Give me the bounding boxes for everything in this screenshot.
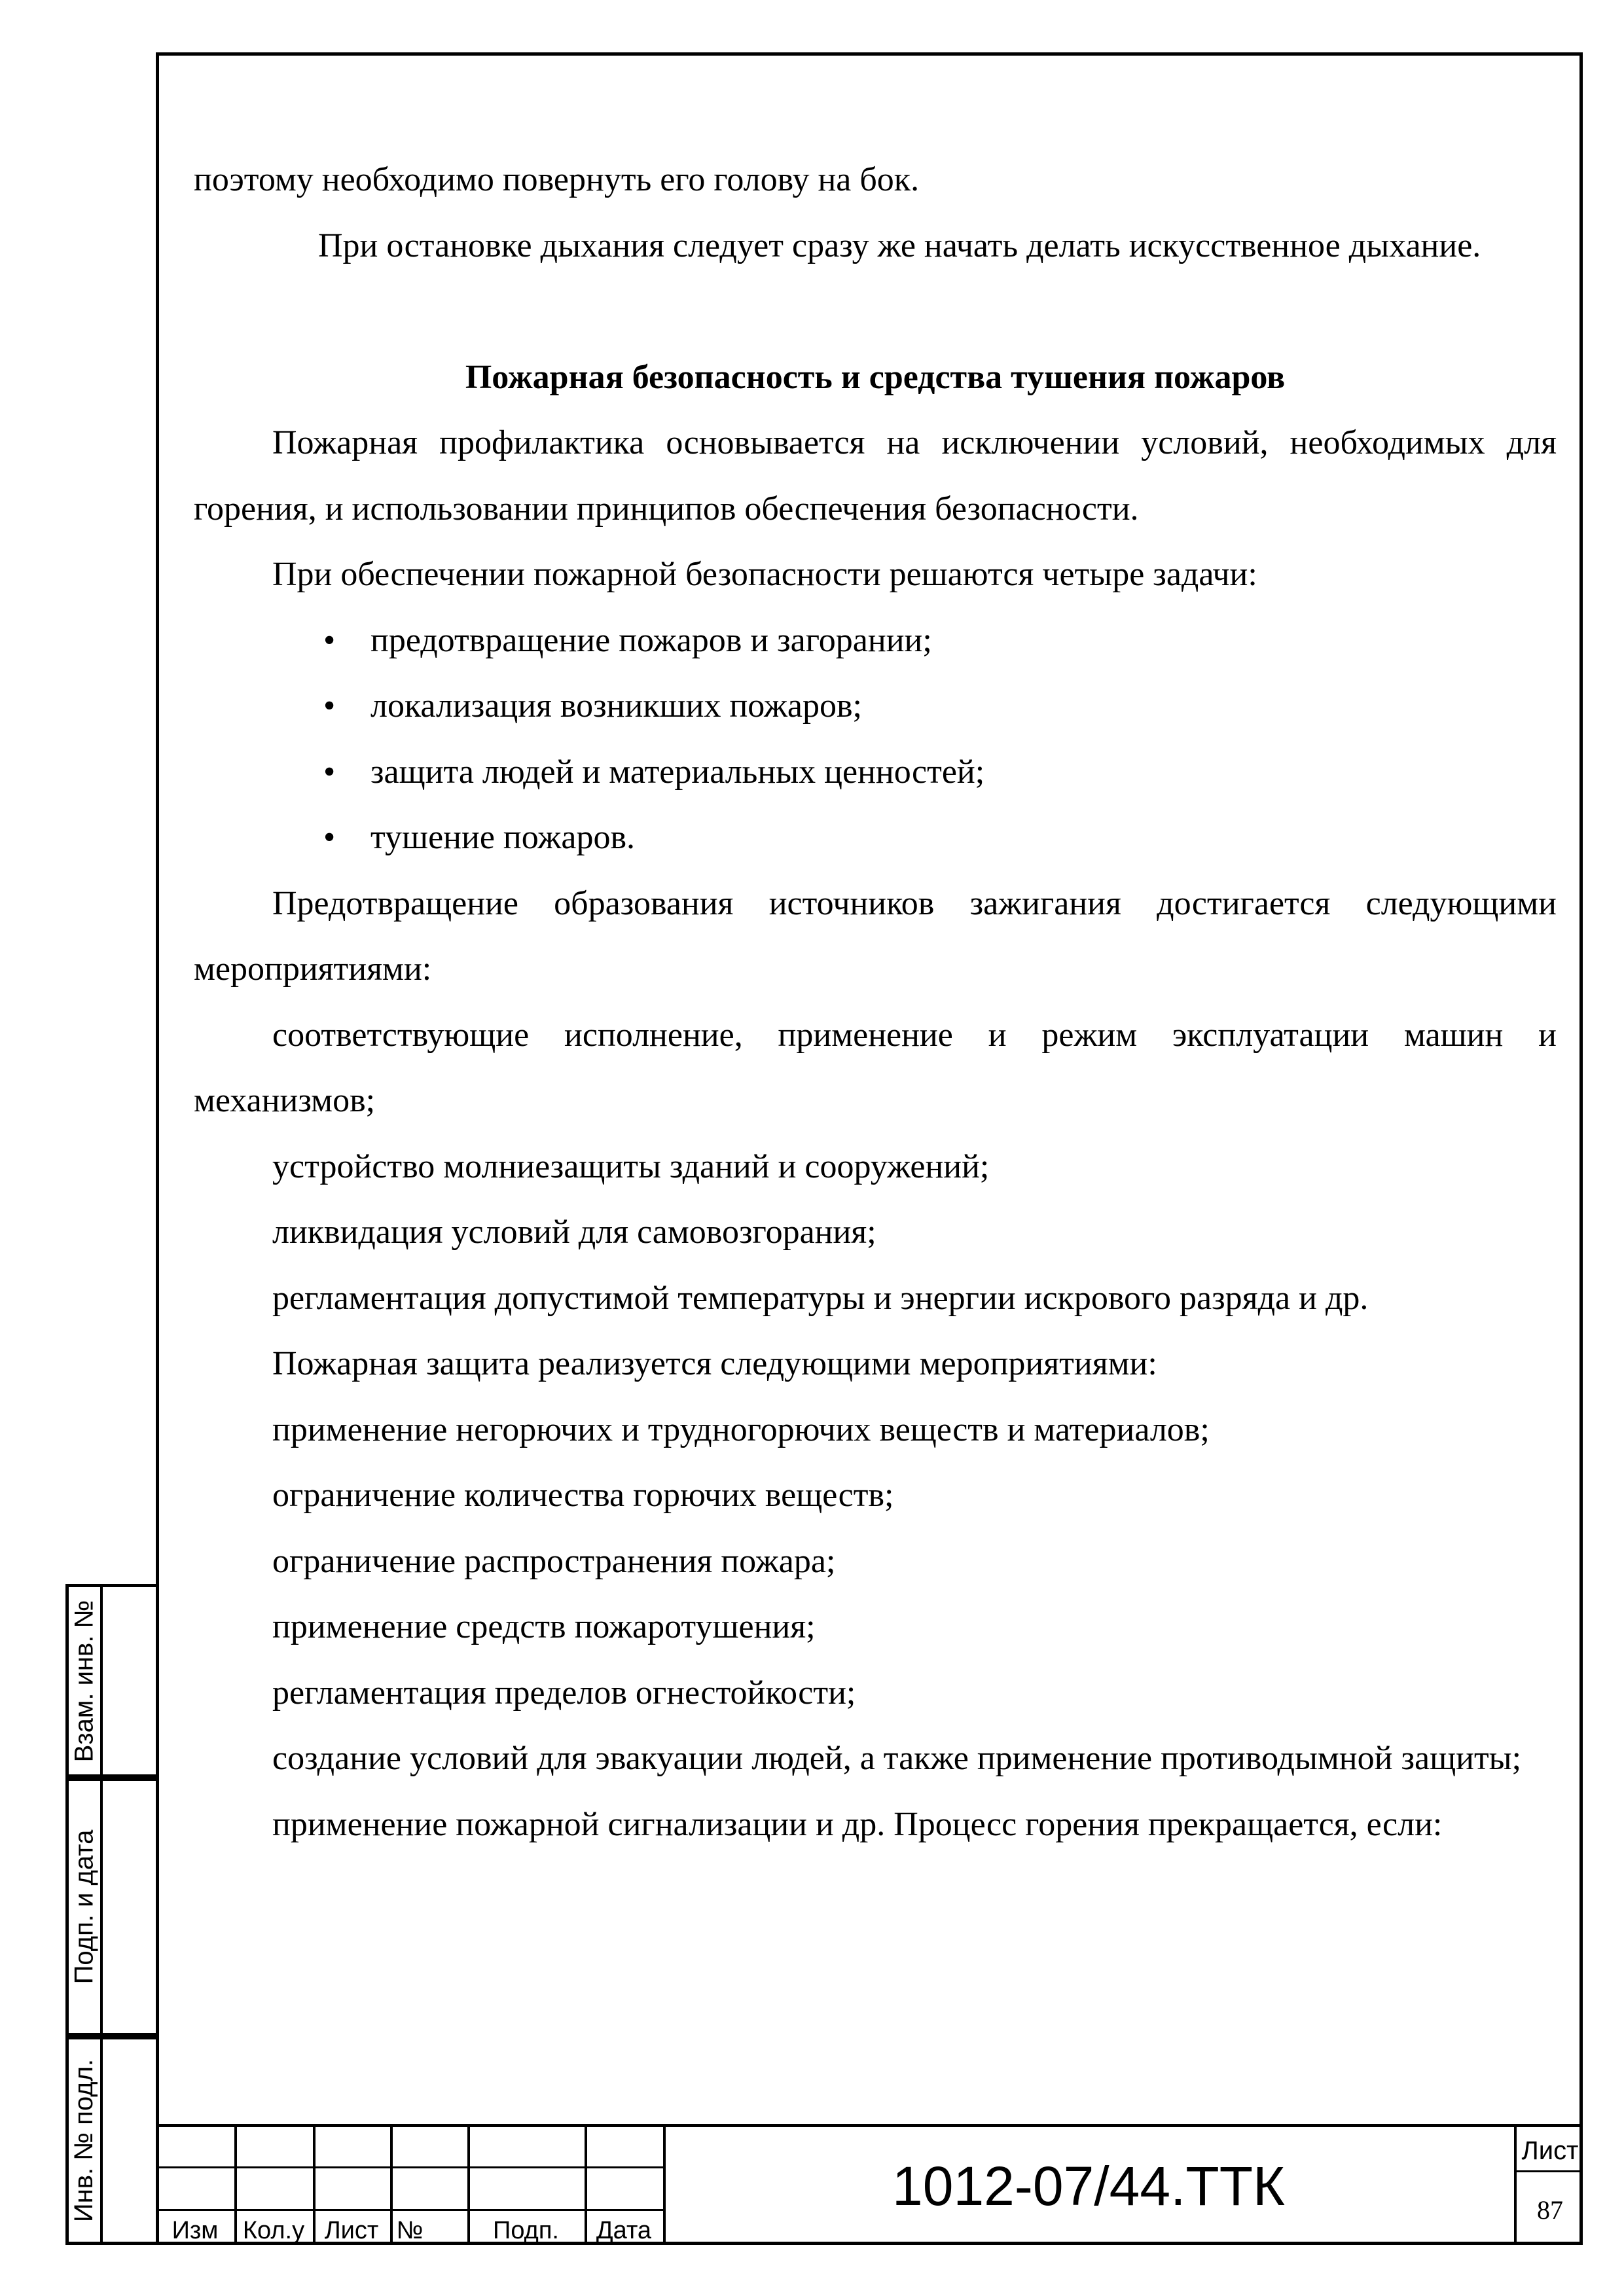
task-list bbox=[194, 608, 1557, 871]
paragraph: ликвидация условий для самовозгорания; bbox=[272, 1213, 876, 1251]
document-code: 1012-07/44.ТТК bbox=[892, 2155, 1285, 2217]
paragraph: ограничение количества горючих веществ; bbox=[272, 1477, 894, 1514]
stamp-label-izm: Изм bbox=[171, 2216, 219, 2244]
sheet-number: 87 bbox=[1537, 2195, 1563, 2225]
paragraph: При обеспечении пожарной безопасности решаются четыре задачи: bbox=[272, 556, 1257, 593]
stamp-label-num: № bbox=[396, 2216, 424, 2244]
paragraph: Предотвращение образования источников зажигания достигается следующими мероприятиями: bbox=[194, 884, 1557, 988]
list-item: • защита людей и материальных ценностей; bbox=[194, 740, 1557, 806]
side-cell-inv bbox=[65, 2036, 156, 2245]
side-cell-podp bbox=[65, 1778, 156, 2036]
stamp-label-kolu: Кол.у bbox=[242, 2216, 305, 2244]
paragraph: регламентация допустимой температуры и энергии искрового разряда и др. bbox=[272, 1279, 1369, 1317]
side-cell-vzam bbox=[65, 1584, 156, 1778]
paragraph: Пожарная профилактика основывается на исключении условий, необходимых для горения, и использовании принципов обеспечения безопасности. bbox=[194, 424, 1557, 528]
side-label-podp: Подп. и дата bbox=[69, 1829, 99, 1984]
blank-line bbox=[194, 279, 1557, 345]
title-block bbox=[156, 2124, 1583, 2245]
section-heading: Пожарная безопасность и средства тушения пожаров bbox=[465, 358, 1286, 396]
side-label-inv: Инв. № подл. bbox=[69, 2058, 99, 2223]
paragraph: применение средств пожаротушения; bbox=[272, 1608, 816, 1645]
paragraph: ограничение распространения пожара; bbox=[272, 1542, 836, 1580]
bullet-icon: • bbox=[323, 621, 336, 659]
bullet-icon: • bbox=[323, 753, 336, 791]
paragraph: При остановке дыхания следует сразу же начать делать искусственное дыхание. bbox=[318, 226, 1481, 264]
paragraph: соответствующие исполнение, применение и режим эксплуатации машин и механизмов; bbox=[194, 1016, 1557, 1119]
paragraph: Пожарная защита реализуется следующими мероприятиями: bbox=[272, 1345, 1157, 1382]
paragraph: поэтому необходимо повернуть его голову на бок. bbox=[194, 161, 920, 198]
stamp-label-podp: Подп. bbox=[493, 2216, 559, 2244]
paragraph: применение негорючих и трудногорючих веществ и материалов; bbox=[272, 1410, 1210, 1448]
sheet-label: Лист bbox=[1521, 2136, 1579, 2165]
paragraph: создание условий для эвакуации людей, а также применение противодымной защиты; bbox=[272, 1740, 1522, 1777]
bullet-icon: • bbox=[323, 687, 336, 725]
stamp-label-list: Лист bbox=[324, 2216, 379, 2244]
paragraph: регламентация пределов огнестойкости; bbox=[272, 1674, 856, 1712]
stamp-label-data: Дата bbox=[596, 2216, 652, 2244]
paragraph: применение пожарной сигнализации и др. Процесс горения прекращается, если: bbox=[272, 1805, 1443, 1843]
bullet-icon: • bbox=[323, 819, 336, 856]
document-body bbox=[194, 147, 1557, 1857]
list-item: • предотвращение пожаров и загорании; bbox=[194, 608, 1557, 674]
list-item: • тушение пожаров. bbox=[194, 805, 1557, 871]
paragraph: устройство молниезащиты зданий и сооружений; bbox=[272, 1147, 990, 1185]
list-item: • локализация возникших пожаров; bbox=[194, 673, 1557, 740]
side-label-vzam: Взам. инв. № bbox=[69, 1600, 99, 1762]
